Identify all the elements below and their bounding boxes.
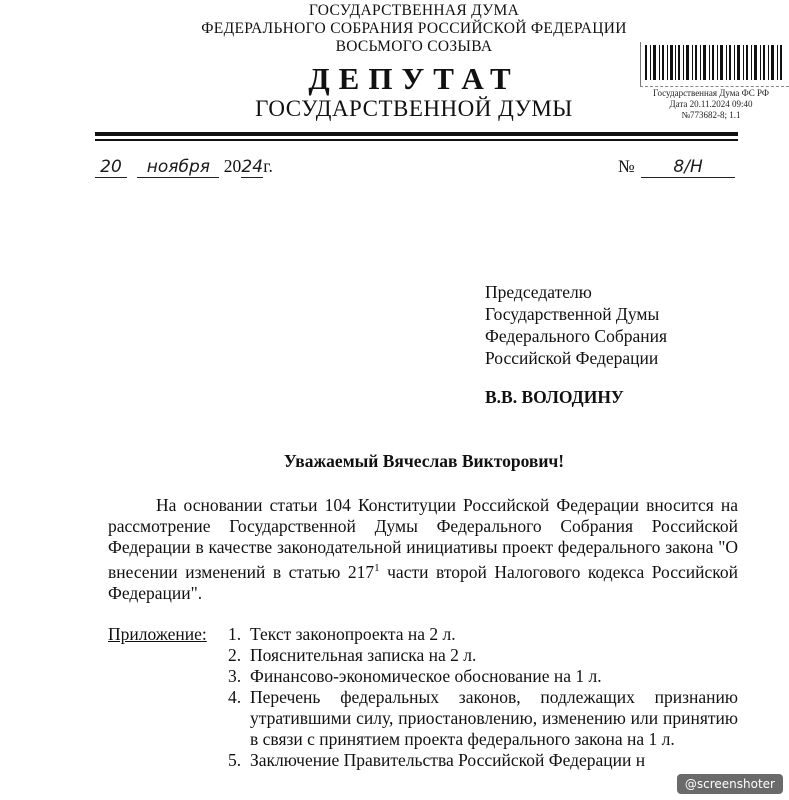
outgoing-number <box>618 156 735 178</box>
addressee-line-2: Государственной Думы <box>485 304 660 324</box>
paragraph-superscript: 1 <box>374 562 380 574</box>
date-day: 20 <box>95 157 127 178</box>
screenshoter-watermark: @screenshoter <box>677 774 783 794</box>
attachment-item: 1. Текст законопроекта на 2 л. <box>228 624 456 644</box>
date-month: ноября <box>137 157 219 178</box>
number-value: 8/Н <box>641 157 735 178</box>
letterhead-subtitle: ГОСУДАРСТВЕННОЙ ДУМЫ <box>255 96 573 121</box>
date-year-unit: г. <box>263 156 273 176</box>
attachments-list <box>228 624 738 771</box>
date-year-suffix: 24 <box>241 157 264 177</box>
paragraph-tail: части второй Налогового кодекса Российской Федерации". <box>108 561 739 603</box>
addressee-line-3: Федерального Собрания <box>485 326 668 346</box>
attachment-item: 2. Пояснительная записка на 2 л. <box>228 645 477 665</box>
barcode-icon <box>640 42 789 87</box>
letterhead-line-3: ВОСЬМОГО СОЗЫВА <box>335 38 493 55</box>
main-paragraph <box>108 495 738 604</box>
salutation: Уважаемый Вячеслав Викторович! <box>283 451 565 471</box>
paragraph-main: На основании статьи 104 Конституции Российской Федерации вносится на рассмотрение Государственной Думы Федерального Собрания Российской Федерации в качестве законодательной инициативы проект федерального закона "О внесении изменений в статью 217 <box>108 495 738 582</box>
letterhead-rule-thick <box>95 132 738 136</box>
attachment-item: 5. Заключение Правительства Российской Федерации н <box>228 750 646 770</box>
addressee-line-1: Председателю <box>485 282 592 302</box>
attachment-item: 4. Перечень федеральных законов, подлежащих признанию утратившими силу, приостановлению, изменению или принятию в связи с принятием проекта федерального закона на 1 л. <box>228 687 738 749</box>
registration-stamp <box>622 40 789 130</box>
attachments-label: Приложение: <box>108 624 207 644</box>
attachment-item: 3. Финансово-экономическое обоснование на 1 л. <box>228 666 602 686</box>
stamp-date: Дата 20.11.2024 09:40 <box>669 99 753 109</box>
addressee-line-4: Российской Федерации <box>485 348 659 368</box>
letterhead-rule-thin <box>95 139 738 141</box>
letterhead-title: ДЕПУТАТ <box>308 61 520 96</box>
addressee-name: В.В. ВОЛОДИНУ <box>485 387 624 407</box>
letterhead-line-2: ФЕДЕРАЛЬНОГО СОБРАНИЯ РОССИЙСКОЙ ФЕДЕРАЦИИ <box>201 20 627 37</box>
stamp-number: №773682-8; 1.1 <box>681 110 741 120</box>
number-label: № <box>618 156 635 176</box>
date-line <box>95 156 273 178</box>
date-year-prefix: 20 <box>223 156 242 176</box>
stamp-org: Государственная Дума ФС РФ <box>653 88 769 98</box>
letterhead-line-1: ГОСУДАРСТВЕННАЯ ДУМА <box>308 2 520 19</box>
